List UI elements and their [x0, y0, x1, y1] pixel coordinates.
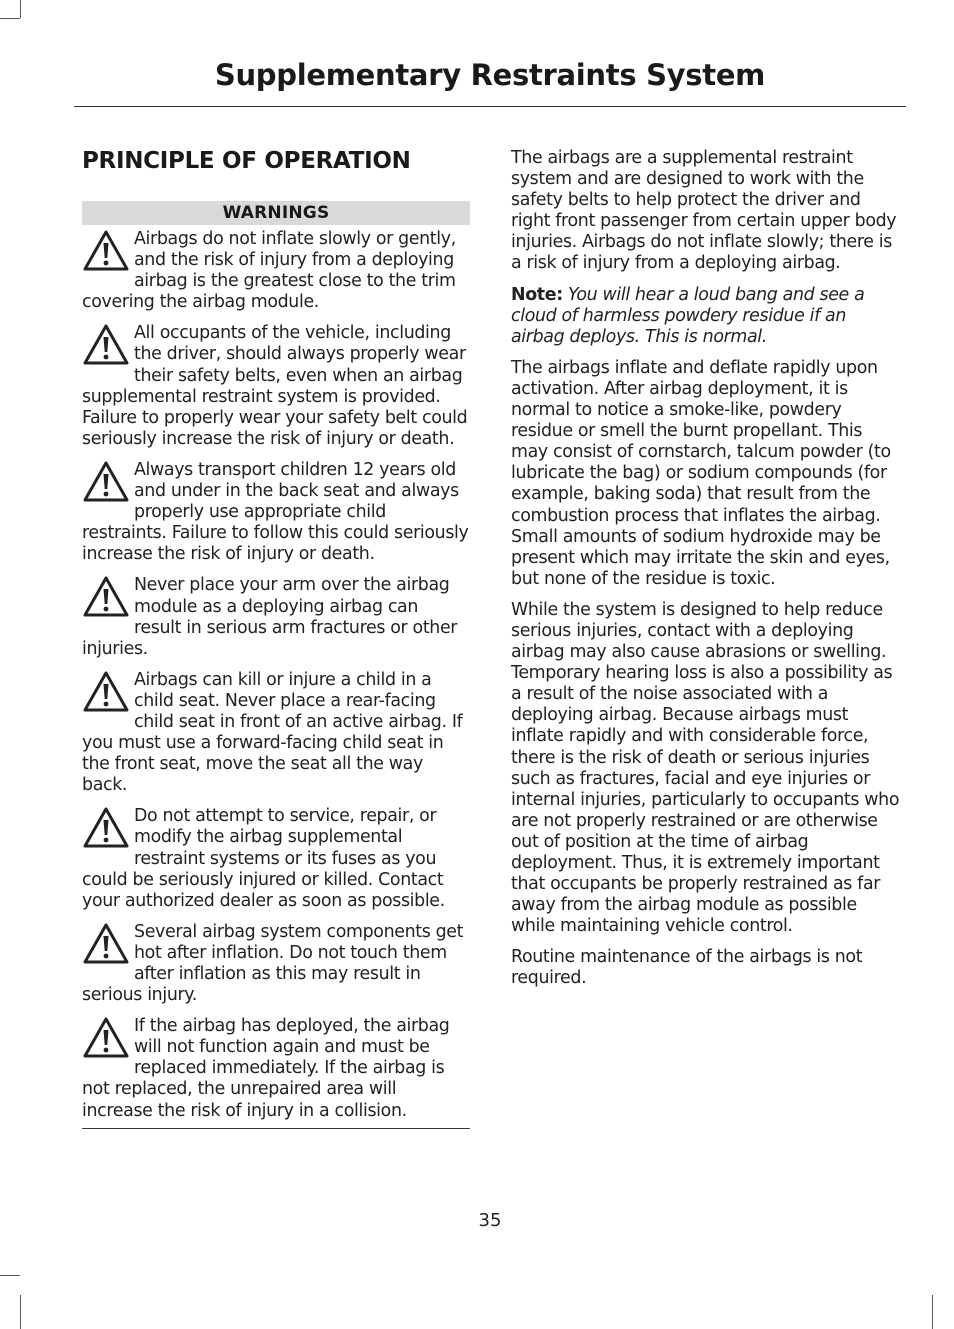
warning-item — [82, 806, 470, 911]
crop-mark-bottom-right-v — [932, 1295, 933, 1329]
crop-mark-top-left-h — [0, 18, 20, 19]
warning-text: Do not attempt to service, repair, or modify the airbag supplemental restraint systems or its fuses as you could be seriously injured or killed. Contact your authorized dealer as soon as possible. — [82, 806, 445, 911]
warning-triangle-icon — [82, 323, 134, 369]
warnings-label: WARNINGS — [82, 201, 470, 225]
note-label: Note: — [511, 284, 563, 305]
section-heading: PRINCIPLE OF OPERATION — [82, 148, 411, 174]
crop-mark-bottom-left-h — [0, 1275, 20, 1276]
warning-triangle-icon — [82, 922, 134, 968]
warning-item — [82, 575, 470, 659]
warning-triangle-icon — [82, 1016, 134, 1062]
warning-text: Airbags do not inflate slowly or gently, and the risk of injury from a deploying airbag is the greatest close to the trim covering the airbag module. — [82, 229, 456, 313]
warning-text: Airbags can kill or injure a child in a child seat. Never place a rear-facing child seat in front of an active airbag. If you must use a forward-facing child seat in the front seat, move the seat all the way back. — [82, 669, 463, 796]
warning-item — [82, 229, 470, 313]
warning-triangle-icon — [82, 575, 134, 621]
warning-text: If the airbag has deployed, the airbag will not function again and must be replaced immediately. If the airbag is not replaced, the unrepaired area will increase the risk of injury in a collision. — [82, 1016, 450, 1121]
right-column — [511, 148, 900, 1000]
crop-mark-top-left-v — [20, 0, 21, 18]
paragraph-injury-risk: While the system is designed to help reduce serious injuries, contact with a deploying airbag may also cause abrasions or swelling. Temporary hearing loss is also a possibility as a result of the noise associated with a deploying airbag. Because airbags must inflate rapidly and with considerable force, there is the risk of death or serious injuries such as fractures, facial and eye injuries or internal injuries, particularly to occupants who are not properly restrained or are otherwise out of position at the time of airbag deployment. Thus, it is extremely important that occupants be properly restrained as far away from the airbag module as possible while maintaining vehicle control. — [511, 599, 900, 937]
warnings-bottom-rule — [82, 1128, 470, 1129]
paragraph-maintenance: Routine maintenance of the airbags is not required. — [511, 947, 863, 989]
warning-triangle-icon — [82, 460, 134, 506]
note-text: You will hear a loud bang and see a cloud of harmless powdery residue if an airbag deploys. This is normal. — [511, 284, 865, 347]
header-rule — [74, 106, 906, 107]
warning-text: Several airbag system components get hot after inflation. Do not touch them after inflation as this may result in serious injury. — [82, 921, 464, 1006]
paragraph-inflate-deflate: The airbags inflate and deflate rapidly upon activation. After airbag deployment, it is normal to notice a smoke-like, powdery residue or smell the burnt propellant. This may consist of cornstarch, talcum powder (to lubricate the bag) or sodium compounds (for example, baking soda) that result from the combustion process that inflates the airbag. Small amounts of sodium hydroxide may be present which may irritate the skin and eyes, but none of the residue is toxic. — [511, 357, 891, 589]
warning-text: Always transport children 12 years old and under in the back seat and always properly use appropriate child restraints. Failure to follow this could seriously increase the risk of injury or death. — [82, 459, 469, 565]
page-header-title: Supplementary Restraints System — [214, 58, 766, 92]
crop-mark-bottom-left-v — [20, 1295, 21, 1329]
warning-triangle-icon — [82, 229, 134, 275]
warning-item — [82, 460, 470, 565]
paragraph-supplemental: The airbags are a supplemental restraint system and are designed to work with the safety belts to help protect the driver and right front passenger from certain upper body injuries. Airbags do not inflate slowly; there is a risk of injury from a deploying airbag. — [511, 148, 897, 274]
warning-text: Never place your arm over the airbag module as a deploying airbag can result in serious arm fractures or other injuries. — [82, 575, 458, 659]
warning-triangle-icon — [82, 806, 134, 852]
left-column — [82, 146, 470, 1129]
warning-item — [82, 323, 470, 450]
warning-item — [82, 1016, 470, 1121]
note-paragraph — [511, 285, 900, 348]
warning-item — [82, 922, 470, 1006]
page-number: 35 — [478, 1210, 502, 1231]
warning-triangle-icon — [82, 670, 134, 716]
warning-text: All occupants of the vehicle, including the driver, should always properly wear their safety belts, even when an airbag supplemental restraint system is provided. Failure to properly wear your safety belt could seriously increase the risk of injury or death. — [82, 323, 468, 449]
warning-item — [82, 670, 470, 797]
